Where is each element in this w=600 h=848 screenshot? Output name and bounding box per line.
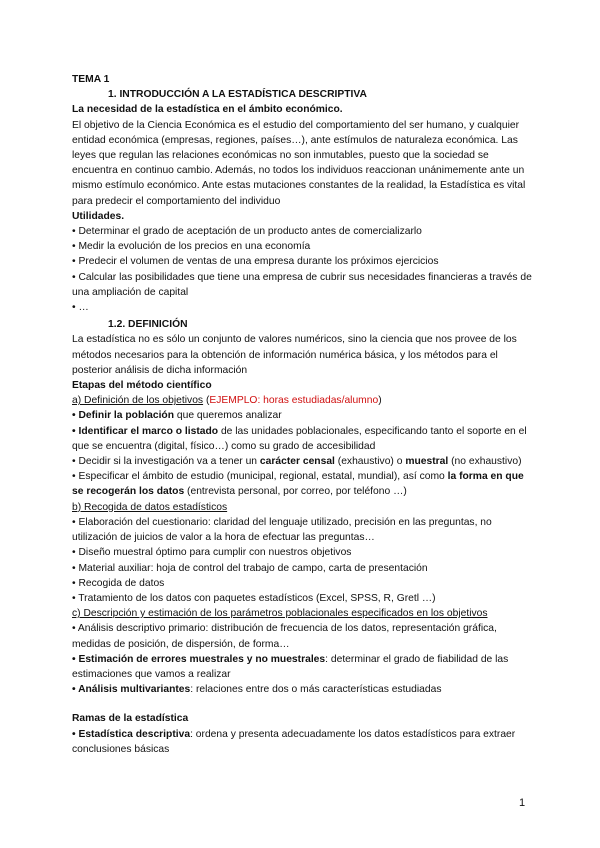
paragraph-definicion: La estadística no es sólo un conjunto de valores numéricos, sino la ciencia que nos provee de los métodos necesarios para la obtención de información numérica básica, y los métodos para el posterior análisis de dicha información — [72, 334, 517, 376]
page-number: 1 — [519, 797, 526, 809]
text: • Decidir si la investigación va a tener un — [72, 456, 260, 468]
etapa-b-item: • Diseño muestral óptimo para cumplir con nuestros objetivos — [72, 547, 352, 559]
ramas-heading: Ramas de la estadística — [72, 713, 189, 725]
bold-text: • Estimación de errores muestrales y no muestrales — [72, 653, 326, 665]
text: que queremos analizar — [174, 410, 282, 422]
bold-text: • Análisis multivariantes — [72, 684, 191, 696]
document-page — [72, 72, 532, 757]
bold-text: • Identificar el marco o listado — [72, 425, 219, 437]
etapa-c-item — [72, 652, 532, 682]
utilidad-item: • Medir la evolución de los precios en una economía — [72, 241, 311, 253]
etapa-a-item — [72, 454, 532, 469]
text: : determinar el grado de fiabilidad de las estimaciones que vamos a realizar — [72, 653, 509, 680]
text: : relaciones entre dos o más características estudiadas — [190, 684, 442, 696]
etapa-a-label: a) Definición de los objetivos — [72, 395, 204, 407]
etapa-b-item: • Recogida de datos — [72, 577, 165, 589]
bold-text: carácter censal — [259, 456, 335, 468]
text: : ordena y presenta adecuadamente los datos estadísticos para extraer conclusiones básicas — [72, 728, 516, 755]
section-1-2-heading: 1.2. DEFINICIÓN — [108, 319, 188, 331]
paren: ( — [203, 395, 210, 407]
utilidad-item: • … — [72, 302, 89, 314]
bold-text: • Definir la población — [72, 410, 175, 422]
utilidad-item: • Determinar el grado de aceptación de un producto antes de comercializarlo — [72, 226, 422, 238]
text: (exhaustivo) o — [334, 456, 406, 468]
utilidades-heading: Utilidades. — [72, 210, 125, 222]
example-text: EJEMPLO: horas estudiadas/alumno — [209, 395, 379, 407]
utilidad-item: • Predecir el volumen de ventas de una empresa durante los próximos ejercicios — [72, 256, 439, 268]
text: (entrevista personal, por correo, por teléfono …) — [184, 486, 407, 498]
bold-text: la forma en que se recogerán los datos — [72, 471, 524, 498]
paragraph-objetivo: El objetivo de la Ciencia Económica es el estudio del comportamiento del ser humano, y cualquier entidad económica (empresas, regiones, países…), ante estímulos de naturaleza económica. Las leyes que regulan las relaciones económicas no son inmutables, puesto que la sociedad se encuentra en continuo cambio. Además, no todos los individuos reaccionan unánimemente ante un mismo estímulo económico. Ante estas mutaciones constantes de la realidad, la Estadística es vital para predecir el comportamiento del individuo — [72, 119, 526, 207]
etapa-a-item — [72, 408, 532, 423]
etapa-b-item: • Material auxiliar: hoja de control del trabajo de campo, carta de presentación — [72, 562, 428, 574]
ramas-item — [72, 727, 532, 757]
etapa-b-item: • Tratamiento de los datos con paquetes estadísticos (Excel, SPSS, R, Gretl …) — [72, 592, 436, 604]
section-1-heading: 1. INTRODUCCIÓN A LA ESTADÍSTICA DESCRIPTIVA — [108, 89, 367, 101]
subheading-necesidad: La necesidad de la estadística en el ámbito económico. — [72, 104, 343, 116]
utilidad-item: • Calcular las posibilidades que tiene una empresa de cubrir sus necesidades financieras a través de una ampliación de capital — [72, 271, 532, 298]
paren: ) — [378, 395, 382, 407]
bold-text: muestral — [405, 456, 449, 468]
etapa-b-heading: b) Recogida de datos estadísticos — [72, 501, 228, 513]
etapa-c-heading: c) Descripción y estimación de los parámetros poblacionales especificados en los objetivos — [72, 608, 488, 620]
etapa-c-item — [72, 682, 532, 697]
text: • Especificar el ámbito de estudio (municipal, regional, estatal, mundial), así como — [72, 471, 448, 483]
etapa-a-item — [72, 424, 532, 454]
tema-label: TEMA 1 — [72, 74, 110, 85]
etapas-heading: Etapas del método científico — [72, 380, 212, 392]
etapa-a-item — [72, 469, 532, 499]
etapa-a-heading — [72, 393, 532, 408]
bold-text: • Estadística descriptiva — [72, 728, 191, 740]
etapa-c-item: • Análisis descriptivo primario: distribución de frecuencia de los datos, representación gráfica, medidas de posición, de dispersión, de forma… — [72, 623, 497, 650]
text: de las unidades poblacionales, especificando tanto el soporte en el que se encuentra (digital, físico…) como su grado de accesibilidad — [72, 425, 527, 452]
text: (no exhaustivo) — [448, 456, 522, 468]
etapa-b-item: • Elaboración del cuestionario: claridad del lenguaje utilizado, precisión en las preguntas, no utilización de juicios de valor a la hora de efectuar las preguntas… — [72, 516, 492, 544]
